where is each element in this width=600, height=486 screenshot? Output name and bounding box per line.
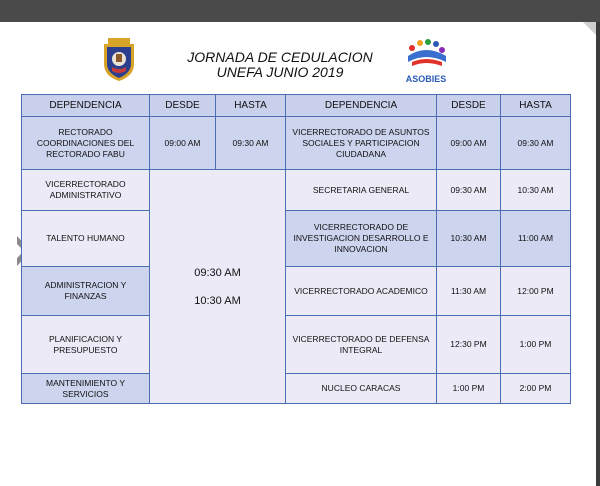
header-dependencia-1: DEPENDENCIA <box>22 95 150 117</box>
header-hasta-1: HASTA <box>216 95 286 117</box>
merged-desde: 09:30 AM <box>194 266 241 279</box>
merged-time-cell <box>150 170 286 404</box>
table-header-row <box>22 95 571 117</box>
page-edge <box>596 22 600 486</box>
desde-cell: 10:30 AM <box>437 211 501 267</box>
dependencia-cell: PLANIFICACION Y PRESUPUESTO <box>22 316 150 374</box>
table-row <box>22 316 571 374</box>
dependencia-cell: VICERRECTORADO ACADEMICO <box>286 267 437 316</box>
dependencia-cell: NUCLEO CARACAS <box>286 374 437 404</box>
table-row <box>22 267 571 316</box>
hasta-cell: 11:00 AM <box>501 211 571 267</box>
page-corner-fold <box>583 22 596 35</box>
schedule-table <box>21 94 571 404</box>
merged-hasta: 10:30 AM <box>194 294 241 307</box>
desde-cell: 09:30 AM <box>437 170 501 211</box>
desde-cell: 12:30 PM <box>437 316 501 374</box>
hasta-cell: 12:00 PM <box>501 267 571 316</box>
header-dependencia-2: DEPENDENCIA <box>286 95 437 117</box>
asobies-logo <box>404 38 448 82</box>
header-hasta-2: HASTA <box>501 95 571 117</box>
hasta-cell: 10:30 AM <box>501 170 571 211</box>
document-title <box>150 50 410 80</box>
desde-cell: 09:00 AM <box>437 117 501 170</box>
dependencia-cell: ADMINISTRACION Y FINANZAS <box>22 267 150 316</box>
dependencia-cell: SECRETARIA GENERAL <box>286 170 437 211</box>
table-row <box>22 170 571 211</box>
asobies-figures-icon <box>404 38 448 68</box>
asobies-logo-text: ASOBIES <box>405 74 447 84</box>
unefa-shield-logo <box>102 38 136 82</box>
hasta-cell: 09:30 AM <box>216 117 286 170</box>
hasta-cell: 09:30 AM <box>501 117 571 170</box>
hasta-cell: 1:00 PM <box>501 316 571 374</box>
hasta-cell: 2:00 PM <box>501 374 571 404</box>
title-line-1: JORNADA DE CEDULACION <box>187 49 373 65</box>
dependencia-cell: VICERRECTORADO ADMINISTRATIVO <box>22 170 150 211</box>
table-row <box>22 211 571 267</box>
dependencia-cell: MANTENIMIENTO Y SERVICIOS <box>22 374 150 404</box>
dependencia-cell: VICERRECTORADO DE DEFENSA INTEGRAL <box>286 316 437 374</box>
header-desde-2: DESDE <box>437 95 501 117</box>
desde-cell: 11:30 AM <box>437 267 501 316</box>
header-desde-1: DESDE <box>150 95 216 117</box>
dependencia-cell: VICERRECTORADO DE INVESTIGACION DESARROLLO E INNOVACION <box>286 211 437 267</box>
desde-cell: 1:00 PM <box>437 374 501 404</box>
dependencia-cell: TALENTO HUMANO <box>22 211 150 267</box>
table-row <box>22 117 571 170</box>
dependencia-cell: RECTORADO COORDINACIONES DEL RECTORADO FABU <box>22 117 150 170</box>
viewer-toolbar <box>0 0 600 22</box>
title-line-2: UNEFA JUNIO 2019 <box>216 64 344 80</box>
desde-cell: 09:00 AM <box>150 117 216 170</box>
dependencia-cell: VICERRECTORADO DE ASUNTOS SOCIALES Y PARTICIPACION CIUDADANA <box>286 117 437 170</box>
